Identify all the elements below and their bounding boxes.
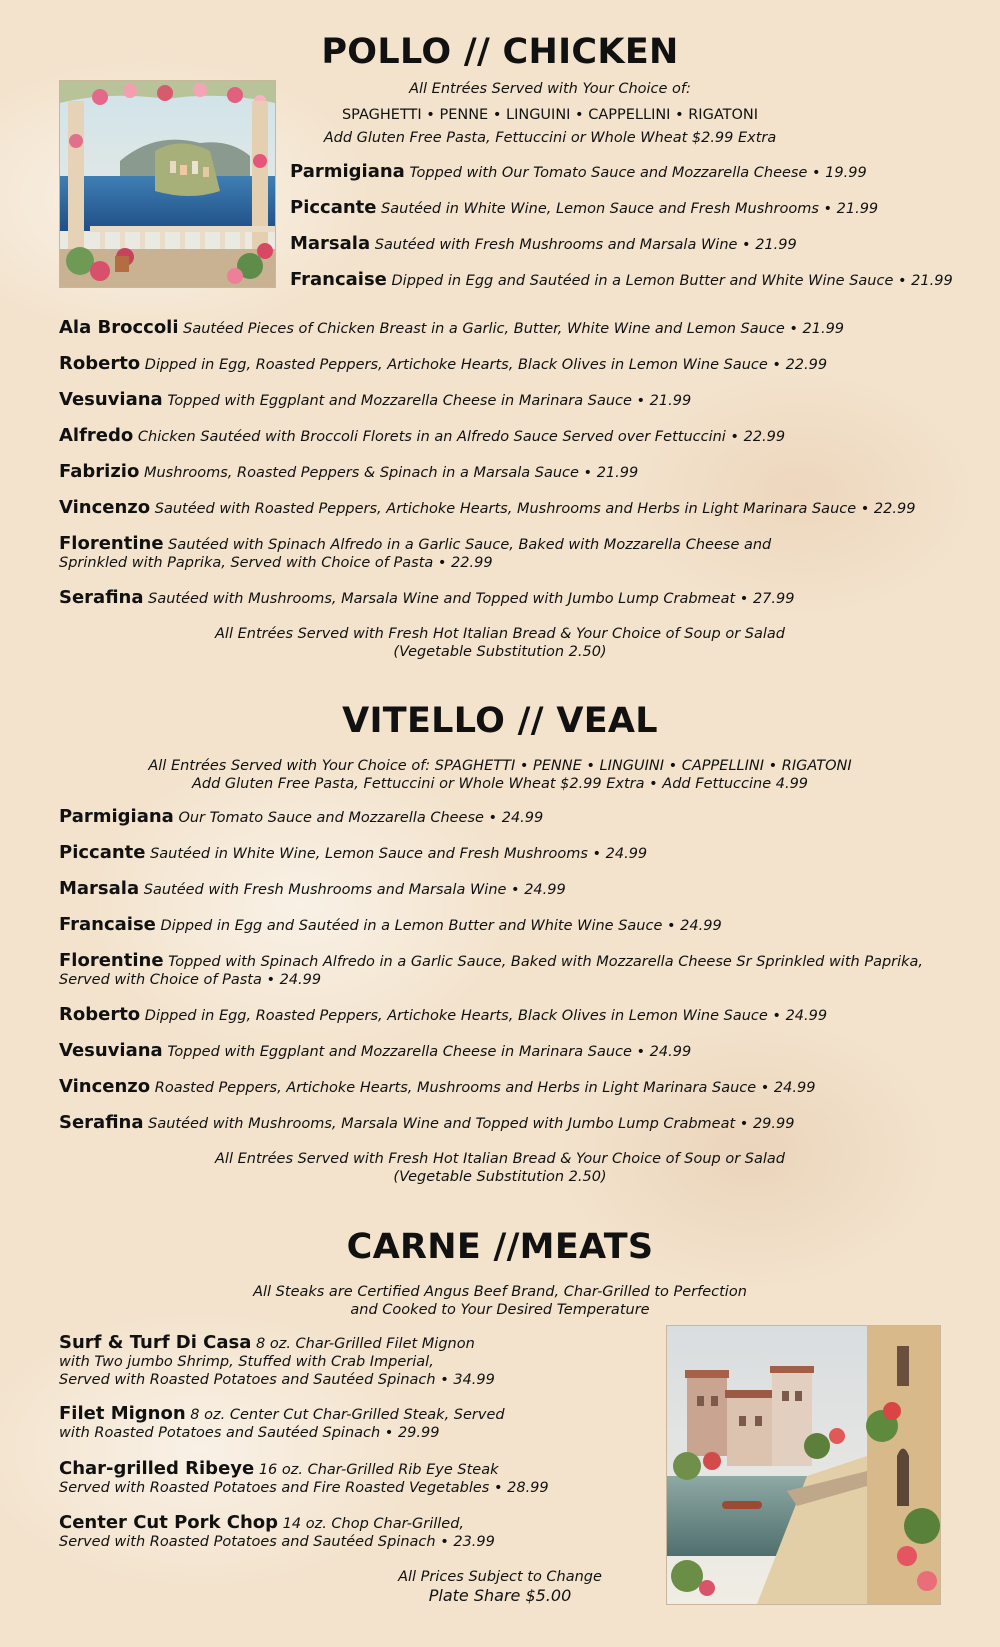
chicken-item: Vincenzo Sautéed with Roasted Peppers, Artichoke Hearts, Mushrooms and Herbs in Light Marinara Sauce • 22.99 — [59, 497, 916, 518]
meats-intro-line1: All Steaks are Certified Angus Beef Brand, Char-Grilled to Perfection — [253, 1284, 747, 1300]
meats-title: CARNE //MEATS — [346, 1227, 654, 1267]
chicken-item: Marsala Sautéed with Fresh Mushrooms and Marsala Wine • 21.99 — [290, 233, 797, 254]
veal-footer-line1: All Entrées Served with Fresh Hot Italian Bread & Your Choice of Soup or Salad — [215, 1151, 785, 1167]
canal-village-painting — [666, 1325, 941, 1605]
chicken-item: Roberto Dipped in Egg, Roasted Peppers, Artichoke Hearts, Black Olives in Lemon Wine Sauce • 22.99 — [59, 353, 828, 374]
veal-item: Florentine Topped with Spinach Alfredo in a Garlic Sauce, Baked with Mozzarella Cheese Sr Sprinkled with Paprika, Served with Choice of Pasta • 24.99 — [59, 950, 924, 988]
veal-intro-line1: All Entrées Served with Your Choice of: SPAGHETTI • PENNE • LINGUINI • CAPPELLINI • RIGATONI — [148, 758, 852, 774]
seaside-terrace-painting — [59, 80, 276, 288]
chicken-intro-line1: All Entrées Served with Your Choice of: — [409, 81, 691, 97]
chicken-item: Vesuviana Topped with Eggplant and Mozzarella Cheese in Marinara Sauce • 21.99 — [59, 389, 692, 410]
meats-item: Surf & Turf Di Casa 8 oz. Char-Grilled Filet Mignon with Two jumbo Shrimp, Stuffed with Crab Imperial, Served with Roasted Potatoes and Sautéed Spinach • 34.99 — [59, 1332, 495, 1388]
veal-item: Parmigiana Our Tomato Sauce and Mozzarella Cheese • 24.99 — [59, 806, 544, 827]
chicken-intro-line3: Add Gluten Free Pasta, Fettuccini or Whole Wheat $2.99 Extra — [323, 130, 777, 146]
veal-intro-line2: Add Gluten Free Pasta, Fettuccini or Whole Wheat $2.99 Extra • Add Fettuccine 4.99 — [191, 776, 809, 792]
chicken-title: POLLO // CHICKEN — [321, 32, 679, 72]
veal-item: Francaise Dipped in Egg and Sautéed in a Lemon Butter and White Wine Sauce • 24.99 — [59, 914, 722, 935]
veal-item: Piccante Sautéed in White Wine, Lemon Sauce and Fresh Mushrooms • 24.99 — [59, 842, 648, 863]
veal-title: VITELLO // VEAL — [342, 701, 658, 741]
chicken-footer-line2: (Vegetable Substitution 2.50) — [393, 644, 607, 660]
veal-item: Vesuviana Topped with Eggplant and Mozzarella Cheese in Marinara Sauce • 24.99 — [59, 1040, 692, 1061]
veal-item: Roberto Dipped in Egg, Roasted Peppers, Artichoke Hearts, Black Olives in Lemon Wine Sauce • 24.99 — [59, 1004, 828, 1025]
chicken-item: Alfredo Chicken Sautéed with Broccoli Florets in an Alfredo Sauce Served over Fettuccini • 22.99 — [59, 425, 786, 446]
veal-footer-line2: (Vegetable Substitution 2.50) — [393, 1169, 607, 1185]
plate-share-note: Plate Share $5.00 — [428, 1586, 572, 1605]
meats-intro-line2: and Cooked to Your Desired Temperature — [350, 1302, 650, 1318]
chicken-item: Fabrizio Mushrooms, Roasted Peppers & Spinach in a Marsala Sauce • 21.99 — [59, 461, 639, 482]
price-change-note: All Prices Subject to Change — [398, 1569, 602, 1585]
veal-item: Marsala Sautéed with Fresh Mushrooms and Marsala Wine • 24.99 — [59, 878, 566, 899]
meats-item: Filet Mignon 8 oz. Center Cut Char-Grilled Steak, Served with Roasted Potatoes and Sautéed Spinach • 29.99 — [59, 1403, 505, 1441]
chicken-item: Ala Broccoli Sautéed Pieces of Chicken Breast in a Garlic, Butter, White Wine and Lemon Sauce • 21.99 — [59, 317, 845, 338]
veal-item: Vincenzo Roasted Peppers, Artichoke Hearts, Mushrooms and Herbs in Light Marinara Sauce • 24.99 — [59, 1076, 816, 1097]
chicken-item: Francaise Dipped in Egg and Sautéed in a Lemon Butter and White Wine Sauce • 21.99 — [290, 269, 953, 290]
meats-item: Char-grilled Ribeye 16 oz. Char-Grilled Rib Eye Steak Served with Roasted Potatoes and Fire Roasted Vegetables • 28.99 — [59, 1458, 549, 1496]
chicken-item: Parmigiana Topped with Our Tomato Sauce and Mozzarella Cheese • 19.99 — [290, 161, 867, 182]
meats-item: Center Cut Pork Chop 14 oz. Chop Char-Grilled, Served with Roasted Potatoes and Sautéed Spinach • 23.99 — [59, 1512, 495, 1550]
veal-item: Serafina Sautéed with Mushrooms, Marsala Wine and Topped with Jumbo Lump Crabmeat • 29.99 — [59, 1112, 795, 1133]
chicken-footer-line1: All Entrées Served with Fresh Hot Italian Bread & Your Choice of Soup or Salad — [215, 626, 785, 642]
chicken-item: Florentine Sautéed with Spinach Alfredo in a Garlic Sauce, Baked with Mozzarella Cheese and Sprinkled with Paprika, Served with Choice of Pasta • 22.99 — [59, 533, 772, 571]
chicken-pasta-choices: SPAGHETTI • PENNE • LINGUINI • CAPPELLINI • RIGATONI — [341, 107, 759, 123]
chicken-item: Serafina Sautéed with Mushrooms, Marsala Wine and Topped with Jumbo Lump Crabmeat • 27.99 — [59, 587, 795, 608]
chicken-item: Piccante Sautéed in White Wine, Lemon Sauce and Fresh Mushrooms • 21.99 — [290, 197, 879, 218]
